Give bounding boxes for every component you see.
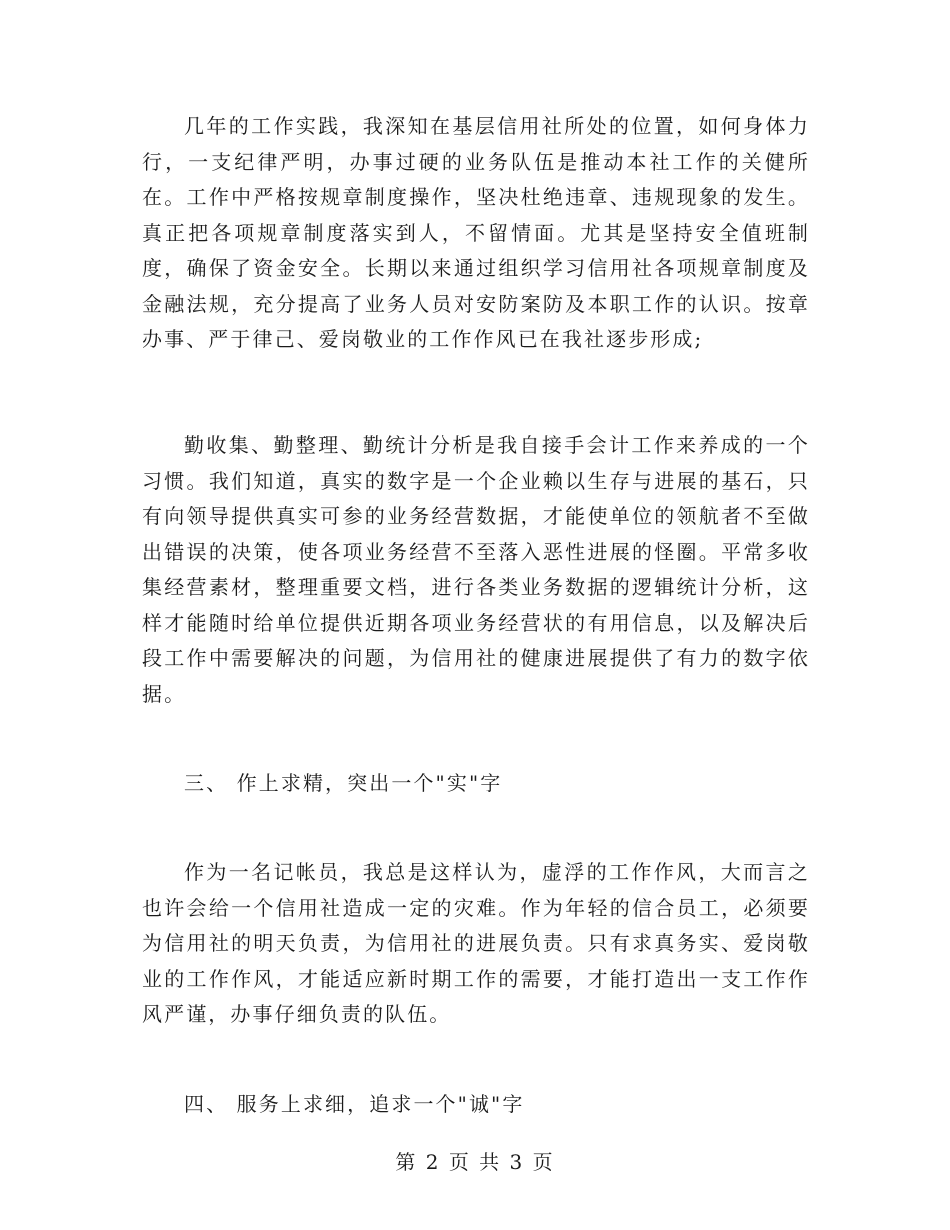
paragraph-work-discipline: 几年的工作实践，我深知在基层信用社所处的位置，如何身体力行，一支纪律严明，办事过硬的业务队伍是推动本社工作的关健所在。工作中严格按规章制度操作，坚决杜绝违章、违规现象的发生。真正把各项规章制度落实到人，不留情面。尤其是坚持安全值班制度，确保了资金安全。长期以来通过组织学习信用社各项规章制度及金融法规，充分提高了业务人员对安防案防及本职工作的认识。按章办事、严于律己、爱岗敬业的工作作风已在我社逐步形成; bbox=[142, 114, 810, 351]
paragraph-data-analysis: 勤收集、勤整理、勤统计分析是我自接手会计工作来养成的一个习惯。我们知道，真实的数字是一个企业赖以生存与进展的基石，只有向领导提供真实可参的业务经营数据，才能使单位的领航者不至做出错误的决策，使各项业务经营不至落入恶性进展的怪圈。平常多收集经营素材，整理重要文档，进行各类业务数据的逻辑统计分析，这样才能随时给单位提供近期各项业务经营状的有用信息，以及解决后段工作中需要解决的问题，为信用社的健康进展提供了有力的数字依据。 bbox=[142, 433, 810, 706]
paragraph-work-attitude: 作为一名记帐员，我总是这样认为，虚浮的工作作风，大而言之也许会给一个信用社造成一定的灾难。作为年轻的信合员工，必须要为信用社的明天负责，为信用社的进展负责。只有求真务实、爱岗敬业的工作作风，才能适应新时期工作的需要，才能打造出一支工作作风严谨，办事仔细负责的队伍。 bbox=[142, 860, 810, 1026]
page-number-footer: 第 2 页 共 3 页 bbox=[395, 1150, 555, 1174]
section-heading-four: 四、 服务上求细，追求一个"诚"字 bbox=[184, 1092, 525, 1116]
section-heading-three: 三、 作上求精，突出一个"实"字 bbox=[184, 771, 503, 795]
